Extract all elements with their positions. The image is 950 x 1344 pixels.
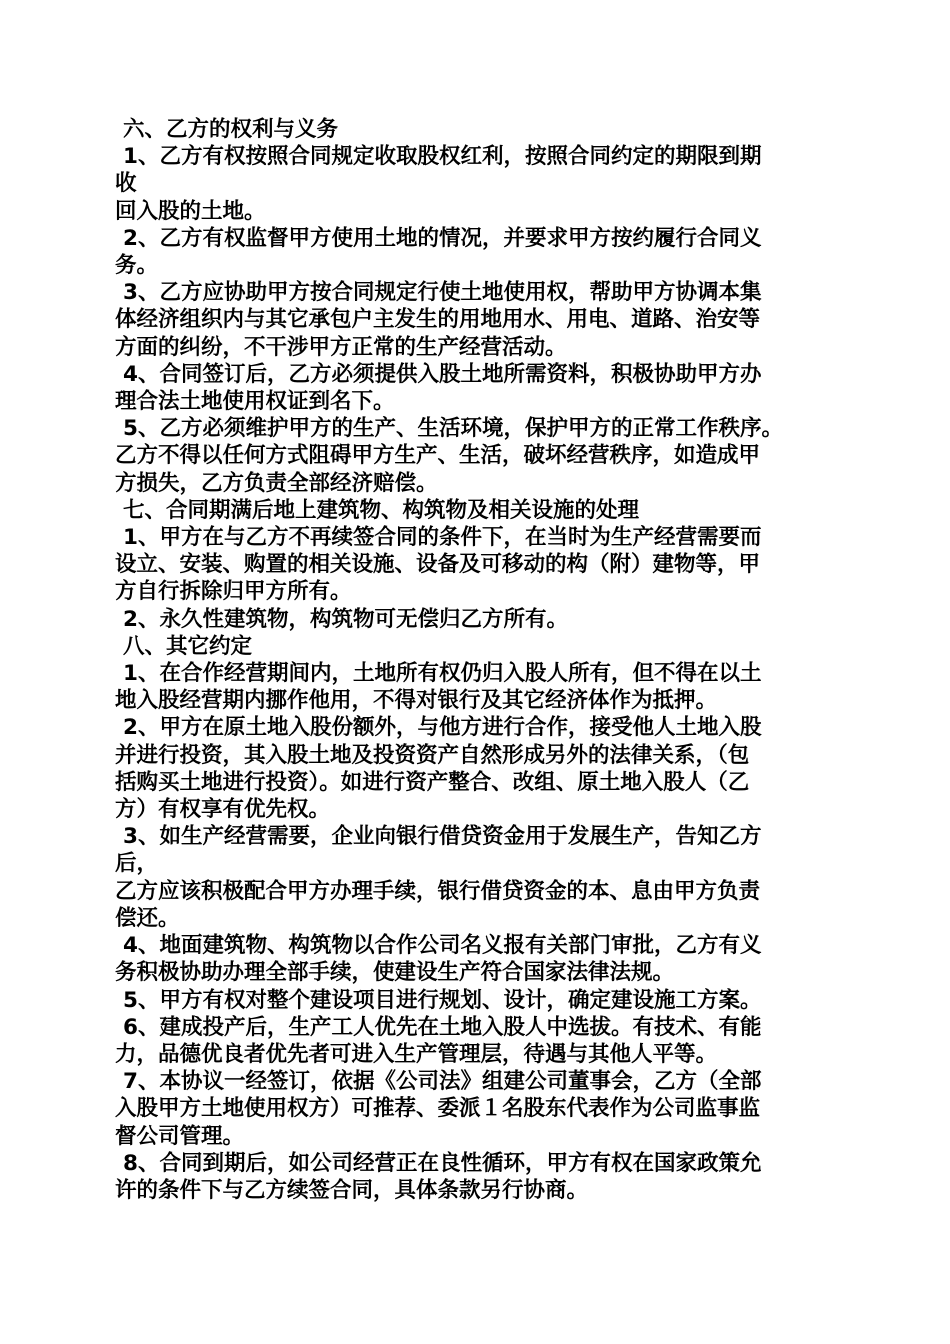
paragraph-line: 6、建成投产后，生产工人优先在土地入股人中选拔。有技术、有能 (123, 1014, 762, 1040)
paragraph-line: 8、合同到期后，如公司经营正在良性循环，甲方有权在国家政策允 (123, 1150, 762, 1176)
paragraph-line: 乙方不得以任何方式阻碍甲方生产、生活，破坏经营秩序，如造成甲 (115, 443, 761, 469)
section-heading-8: 八、其它约定 (123, 633, 253, 659)
paragraph-line: 后， (115, 851, 159, 877)
paragraph-line: 并进行投资，其入股土地及投资资产自然形成另外的法律关系，（包 (115, 742, 750, 768)
paragraph-line: 3、乙方应协助甲方按合同规定行使土地使用权，帮助甲方协调本集 (123, 280, 762, 306)
paragraph-line: 方自行拆除归甲方所有。 (115, 579, 352, 605)
paragraph-line: 4、地面建筑物、构筑物以合作公司名义报有关部门审批，乙方有义 (123, 933, 762, 959)
paragraph-line: 回入股的土地。 (115, 198, 266, 224)
paragraph-line: 乙方应该积极配合甲方办理手续，银行借贷资金的本、息由甲方负责 (115, 878, 761, 904)
paragraph-line: 方损失，乙方负责全部经济赔偿。 (115, 470, 438, 496)
paragraph-line: 设立、安装、购置的相关设施、设备及可移动的构（附）建物等，甲 (115, 552, 761, 578)
paragraph-line: 督公司管理。 (115, 1123, 245, 1149)
paragraph-line: 地入股经营期内挪作他用，不得对银行及其它经济体作为抵押。 (115, 688, 718, 714)
paragraph-line: 5、甲方有权对整个建设项目进行规划、设计，确定建设施工方案。 (123, 987, 762, 1013)
paragraph-line: 务积极协助办理全部手续，使建设生产符合国家法律法规。 (115, 960, 675, 986)
paragraph-line: 许的条件下与乙方续签合同，具体条款另行协商。 (115, 1177, 589, 1203)
paragraph-line: 收 (115, 171, 137, 197)
paragraph-line: 方面的纠纷，不干涉甲方正常的生产经营活动。 (115, 334, 567, 360)
paragraph-line: 入股甲方土地使用权方）可推荐、委派１名股东代表作为公司监事监 (115, 1096, 761, 1122)
paragraph-line: 1、甲方在与乙方不再续签合同的条件下，在当时为生产经营需要而 (123, 525, 762, 551)
paragraph-line: 理合法土地使用权证到名下。 (115, 389, 395, 415)
paragraph-line: 3、如生产经营需要，企业向银行借贷资金用于发展生产，告知乙方 (123, 824, 762, 850)
paragraph-line: 方）有权享有优先权。 (115, 797, 331, 823)
paragraph-line: 4、合同签订后，乙方必须提供入股土地所需资料，积极协助甲方办 (123, 361, 762, 387)
paragraph-line: 务。 (115, 253, 159, 279)
paragraph-line: 力，品德优良者优先者可进入生产管理层，待遇与其他人平等。 (115, 1041, 718, 1067)
paragraph-line: 1、在合作经营期间内，土地所有权仍归入股人所有，但不得在以土 (123, 661, 762, 687)
paragraph-line: 1、乙方有权按照合同规定收取股权红利，按照合同约定的期限到期 (123, 144, 762, 170)
paragraph-line: 偿还。 (115, 905, 180, 931)
section-heading-6: 六、乙方的权利与义务 (123, 117, 339, 142)
paragraph-line: 括购买土地进行投资）。如进行资产整合、改组、原土地入股人（乙 (115, 769, 750, 795)
paragraph-line: 体经济组织内与其它承包户主发生的用地用水、用电、道路、治安等 (115, 307, 761, 333)
paragraph-line: 7、本协议一经签订，依据《公司法》组建公司董事会，乙方（全部 (123, 1069, 762, 1095)
paragraph-line: 5、乙方必须维护甲方的生产、生活环境，保护甲方的正常工作秩序。 (123, 416, 783, 442)
paragraph-line: 2、甲方在原土地入股份额外，与他方进行合作，接受他人土地入股 (123, 715, 762, 741)
paragraph-line: 2、乙方有权监督甲方使用土地的情况，并要求甲方按约履行合同义 (123, 225, 762, 251)
paragraph-line: 2、永久性建筑物，构筑物可无偿归乙方所有。 (123, 606, 568, 632)
document-body (115, 116, 845, 1204)
section-heading-7: 七、合同期满后地上建筑物、构筑物及相关设施的处理 (123, 497, 640, 523)
